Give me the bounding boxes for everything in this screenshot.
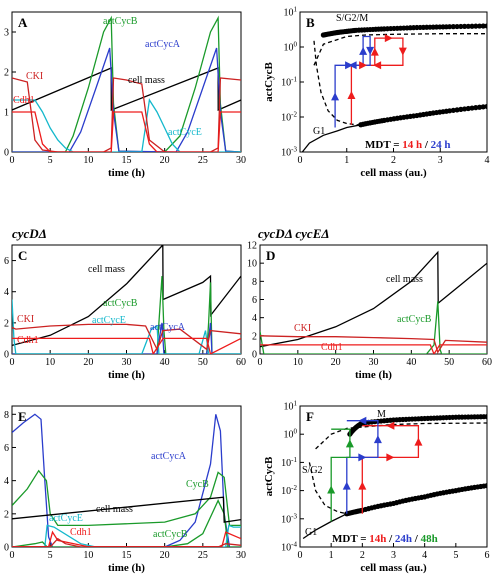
y-tick-label: $10^{-3}$ (281, 145, 297, 159)
y-tick-label: 6 (4, 442, 9, 454)
panel-letter: C (18, 248, 28, 263)
x-tick-label: 3 (437, 155, 443, 166)
x-tick-label: 60 (482, 357, 492, 368)
series-unstable-branch (316, 423, 487, 449)
x-tick-label: 50 (197, 357, 208, 368)
tick-exponent: -3 (291, 512, 297, 521)
x-tick-label: 40 (406, 357, 417, 368)
series-actcyca (12, 48, 241, 152)
y-tick-label: 2 (4, 67, 9, 79)
panel-letter: A (18, 15, 28, 30)
x-tick-label: 50 (444, 357, 455, 368)
plot-frame (12, 12, 241, 152)
y-tick-label: $10^{-3}$ (281, 512, 297, 526)
y-tick-label: $10^1$ (283, 399, 297, 413)
series-cdh1 (12, 112, 241, 152)
x-tick-label: 10 (83, 550, 94, 561)
series-lower-stable-branch (344, 483, 489, 516)
x-tick-label: 30 (121, 357, 132, 368)
y-tick-label: 4 (4, 476, 9, 488)
series-24-h (335, 37, 370, 128)
series-label: actCycB (397, 314, 432, 325)
y-tick-label: $10^{-2}$ (281, 484, 297, 498)
trajectory-arrow (385, 34, 393, 42)
x-axis-label: time (h) (108, 562, 145, 574)
series-actcycb (12, 18, 241, 152)
trajectory-arrow (399, 48, 407, 56)
x-axis-label: cell mass (au.) (360, 167, 427, 179)
series-label: Cdh1 (70, 527, 92, 538)
trajectory-arrow (358, 482, 366, 490)
y-axis-label: actCycB (263, 456, 275, 497)
series-label: CKI (17, 314, 35, 325)
y-tick-label: 4 (4, 287, 9, 299)
series-label: actCycE (168, 127, 202, 138)
x-tick-label: 0 (297, 550, 303, 561)
y-tick-label: 10 (247, 258, 257, 270)
trajectory-arrow (349, 61, 357, 69)
panel-title: cycDΔ (12, 226, 47, 241)
series-g1-branch (302, 125, 361, 152)
y-tick-label: 8 (4, 409, 9, 421)
y-tick-label: 0 (4, 147, 9, 159)
series-label: actCycA (145, 39, 180, 50)
mdt-prefix: MDT = (332, 533, 370, 545)
y-tick-label: 2 (4, 509, 9, 521)
trajectory-arrow (343, 482, 351, 490)
x-tick-label: 40 (159, 357, 170, 368)
tick-exponent: 1 (293, 399, 297, 408)
series-cell-mass (12, 68, 241, 110)
series-label: cell mass (128, 75, 165, 86)
panel-letter: E (18, 409, 27, 424)
series-label: actCycB (103, 298, 138, 309)
panel-c (4, 226, 246, 381)
panel-letter: D (266, 248, 276, 263)
x-tick-label: 1 (344, 155, 350, 166)
series-cki (12, 78, 241, 152)
x-tick-label: 60 (236, 357, 246, 368)
x-tick-label: 10 (292, 357, 303, 368)
y-tick-label: 2 (252, 331, 257, 343)
trajectory-arrow (347, 91, 355, 99)
series-label: actCycA (151, 451, 186, 462)
series-label: actCycE (49, 513, 83, 524)
series-label: Cdh1 (13, 95, 35, 106)
y-tick-label: 6 (252, 295, 257, 306)
x-tick-label: 30 (236, 550, 246, 561)
series-group (12, 18, 241, 152)
x-tick-label: 5 (47, 155, 53, 166)
x-axis-label: time (h) (108, 167, 145, 179)
x-tick-label: 0 (9, 357, 15, 368)
y-tick-label: 0 (4, 542, 9, 554)
panel-e (4, 406, 246, 574)
series-label: cell mass (386, 274, 423, 285)
mdt-item: / (386, 533, 395, 545)
y-tick-label: $10^{-4}$ (281, 540, 297, 554)
tick-exponent: 0 (293, 427, 297, 436)
series-label: actCycB (153, 529, 188, 540)
tick-exponent: 1 (293, 5, 297, 14)
series-label: cell mass (88, 264, 125, 275)
x-axis-label: cell mass (au.) (360, 562, 427, 574)
series-label: CKI (26, 71, 44, 82)
x-tick-label: 20 (330, 357, 341, 368)
tick-exponent: -4 (291, 540, 297, 549)
series-label: Cdh1 (321, 342, 343, 353)
y-tick-label: 0 (4, 349, 9, 361)
x-tick-label: 0 (9, 155, 15, 166)
series-label: actCycE (92, 315, 126, 326)
trajectory-arrow (346, 439, 354, 447)
branch-dot (484, 104, 489, 109)
mdt-item: / (412, 533, 421, 545)
trajectory-arrow (331, 92, 339, 100)
x-tick-label: 25 (197, 155, 208, 166)
mdt-legend (332, 533, 438, 545)
x-tick-label: 10 (45, 357, 56, 368)
tick-exponent: -2 (291, 110, 297, 119)
x-tick-label: 0 (9, 550, 15, 561)
series-label: CKI (294, 323, 312, 334)
series-14-h (351, 38, 403, 125)
y-tick-label: 2 (4, 318, 9, 330)
y-tick-label: $10^{-2}$ (281, 110, 297, 124)
panel-d (247, 226, 492, 381)
tick-exponent: -1 (291, 75, 297, 84)
series-group (303, 414, 490, 538)
trajectory-arrow (359, 47, 367, 55)
branch-dot (484, 23, 489, 28)
x-tick-label: 2 (359, 550, 365, 561)
panel-b (263, 6, 490, 180)
branch-dot (484, 483, 489, 488)
x-tick-label: 0 (297, 155, 303, 166)
panel-f (263, 400, 490, 575)
y-tick-label: $10^{-1}$ (281, 75, 297, 89)
y-axis-label: actCycB (263, 62, 275, 102)
tick-exponent: -3 (291, 145, 297, 154)
mdt-item: 24 h (430, 139, 451, 151)
y-tick-label: 1 (4, 107, 9, 119)
y-tick-label: $10^{-1}$ (281, 455, 297, 469)
series-cki (260, 336, 487, 352)
panel-a (4, 12, 246, 179)
mdt-item: / (422, 139, 431, 151)
y-tick-label: 4 (252, 313, 257, 325)
annotation: S/G2/M (336, 13, 369, 24)
trajectory-arrow (414, 438, 422, 446)
x-tick-label: 6 (484, 550, 490, 561)
x-tick-label: 20 (83, 357, 94, 368)
x-tick-label: 3 (391, 550, 396, 561)
y-tick-label: $10^1$ (283, 5, 297, 19)
x-tick-label: 0 (257, 357, 263, 368)
series-group (260, 252, 487, 354)
y-tick-label: $10^0$ (283, 427, 297, 441)
annotation: G1 (305, 527, 318, 538)
mdt-item: 14 h (402, 139, 423, 151)
series-label: actCycB (103, 16, 138, 27)
y-tick-label: 8 (252, 276, 257, 288)
annotation: S/G2 (302, 465, 323, 476)
x-tick-label: 20 (159, 155, 170, 166)
mdt-item: 24h (394, 533, 413, 545)
mdt-item: 48h (420, 533, 438, 545)
panel-letter: B (306, 15, 315, 30)
x-tick-label: 15 (121, 155, 132, 166)
x-tick-label: 20 (159, 550, 170, 561)
y-tick-label: 3 (4, 27, 9, 39)
y-tick-label: $10^0$ (283, 40, 297, 54)
x-tick-label: 30 (368, 357, 379, 368)
panel-letter: F (306, 409, 314, 424)
series-group (302, 23, 489, 152)
series-label: Cdh1 (17, 335, 39, 346)
x-tick-label: 30 (236, 155, 246, 166)
series-label: cell mass (96, 504, 133, 515)
series-actcyce (12, 100, 241, 152)
mdt-prefix: MDT = (365, 139, 403, 151)
x-tick-label: 10 (83, 155, 94, 166)
trajectory-arrow (374, 435, 382, 443)
x-tick-label: 5 (47, 550, 53, 561)
tick-exponent: -2 (291, 484, 297, 493)
series-saddle (314, 41, 361, 125)
x-tick-label: 4 (484, 155, 490, 166)
y-tick-label: 0 (252, 349, 257, 361)
x-tick-label: 5 (453, 550, 459, 561)
x-tick-label: 1 (328, 550, 334, 561)
series-upper-stable-branch (321, 23, 490, 37)
x-axis-label: time (h) (355, 369, 392, 381)
x-tick-label: 15 (121, 550, 132, 561)
trajectory-arrow (386, 453, 394, 461)
series-cell-mass (12, 245, 241, 345)
series-label: CycB (186, 479, 209, 490)
x-tick-label: 4 (422, 550, 428, 561)
x-tick-label: 25 (197, 550, 208, 561)
branch-dot (484, 414, 489, 419)
annotation: M (377, 409, 386, 420)
series-lower-stable-branch (358, 104, 489, 128)
mdt-legend (365, 139, 451, 151)
series-label: actCycA (150, 322, 185, 333)
panel-title: cycDΔ cycEΔ (258, 226, 330, 241)
y-tick-label: 6 (4, 256, 9, 268)
trajectory-arrow (327, 485, 335, 493)
x-tick-label: 2 (391, 155, 396, 166)
tick-exponent: 0 (293, 40, 297, 49)
y-tick-label: 12 (247, 240, 257, 252)
annotation: G1 (313, 126, 326, 137)
tick-exponent: -1 (291, 455, 297, 464)
mdt-item: 14h (369, 533, 387, 545)
x-axis-label: time (h) (108, 369, 145, 381)
